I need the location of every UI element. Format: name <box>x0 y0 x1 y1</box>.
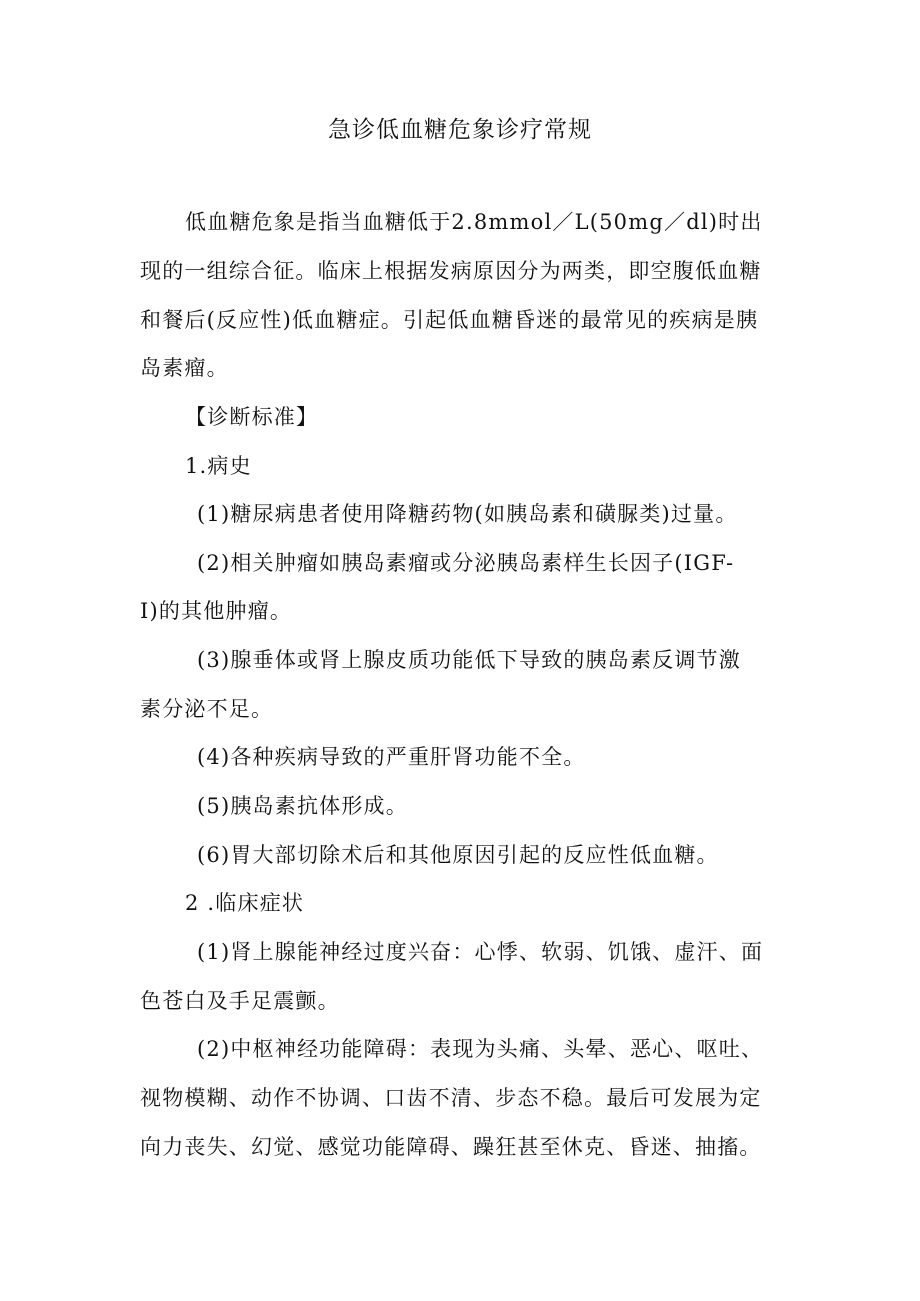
symptom-item-1-line-1: (1)肾上腺能神经过度兴奋：心悸、软弱、饥饿、虚汗、面 <box>197 940 764 964</box>
intro-line-3: 和餐后(反应性)低血糖症。引起低血糖昏迷的最常见的疾病是胰 <box>140 308 759 332</box>
history-item-6: (6)胃大部切除术后和其他原因引起的反应性低血糖。 <box>197 843 719 867</box>
history-item-2-line-1: (2)相关肿瘤如胰岛素瘤或分泌胰岛素样生长因子(IGF- <box>197 551 735 575</box>
intro-line-4: 岛素瘤。 <box>140 356 229 380</box>
intro-line-2: 现的一组综合征。临床上根据发病原因分为两类，即空腹低血糖 <box>140 259 762 283</box>
history-item-4: (4)各种疾病导致的严重肝肾功能不全。 <box>197 745 586 769</box>
history-item-1: (1)糖尿病患者使用降糖药物(如胰岛素和磺脲类)过量。 <box>197 502 738 526</box>
history-item-2-line-2: I)的其他肿瘤。 <box>140 599 293 623</box>
intro-line-1: 低血糖危象是指当血糖低于2.8mmol／L(50mg／dl)时出 <box>185 210 763 234</box>
symptom-item-1-line-2: 色苍白及手足震颤。 <box>140 989 340 1013</box>
history-item-5: (5)胰岛素抗体形成。 <box>197 794 408 818</box>
history-item-3-line-2: 素分泌不足。 <box>140 697 274 721</box>
symptom-item-2-line-3: 向力丧失、幻觉、感觉功能障碍、躁狂甚至休克、昏迷、抽搐。 <box>140 1135 762 1159</box>
subheading-symptoms: 2 .临床症状 <box>185 891 305 915</box>
symptom-item-2-line-1: (2)中枢神经功能障碍：表现为头痛、头晕、恶心、呕吐、 <box>197 1037 764 1061</box>
subheading-history: 1.病史 <box>185 454 252 478</box>
history-item-3-line-1: (3)腺垂体或肾上腺皮质功能低下导致的胰岛素反调节激 <box>197 648 741 672</box>
symptom-item-2-line-2: 视物模糊、动作不协调、口齿不清、步态不稳。最后可发展为定 <box>140 1086 762 1110</box>
section-heading-diagnosis: 【诊断标准】 <box>185 405 319 429</box>
document-title: 急诊低血糖危象诊疗常规 <box>328 117 592 143</box>
